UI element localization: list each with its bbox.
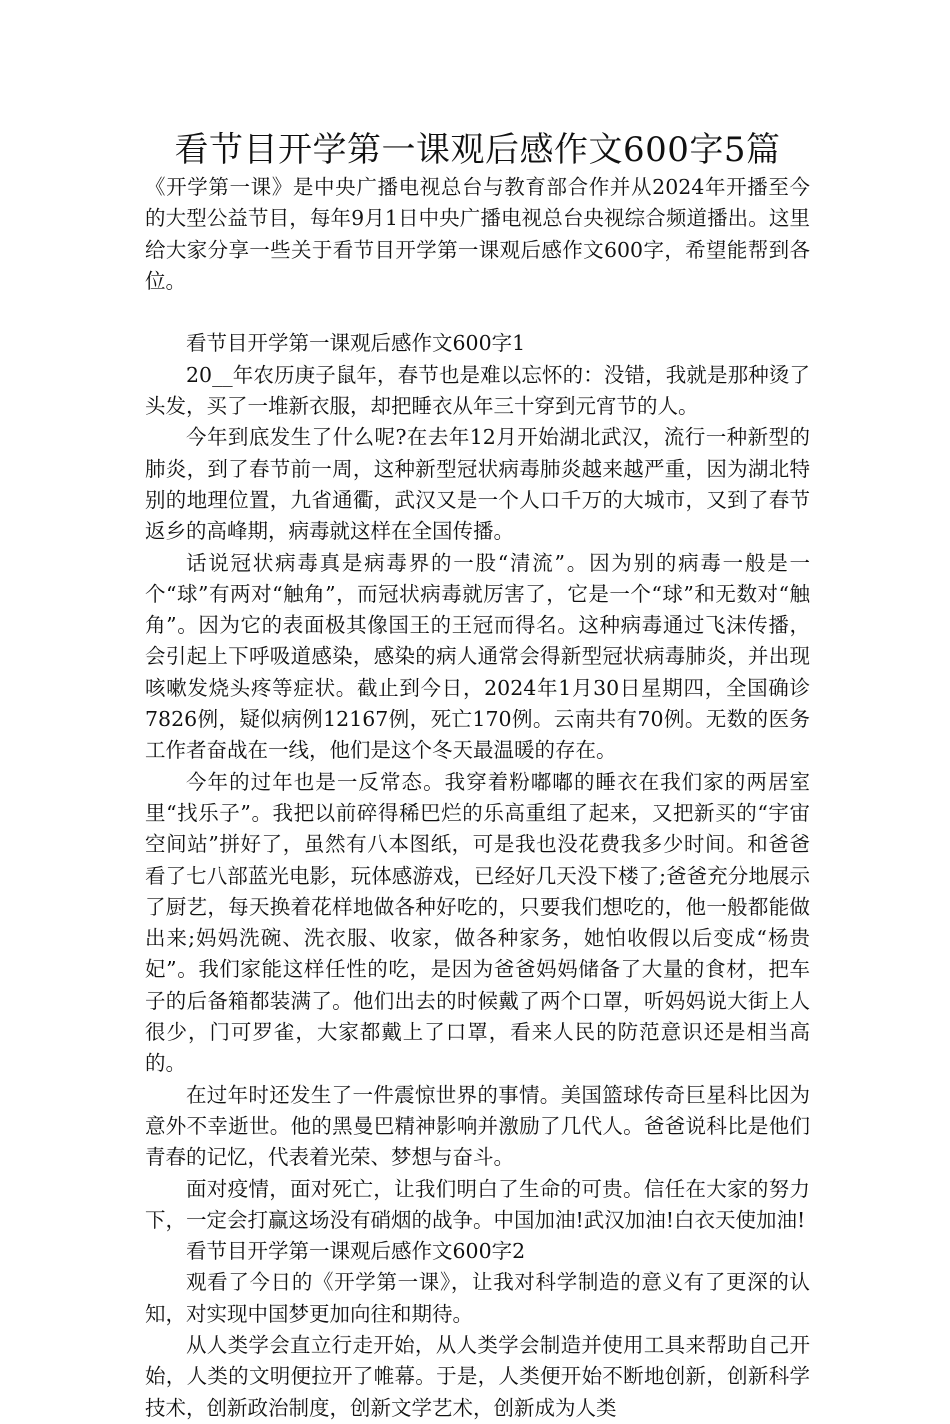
essay-2-paragraph: 观看了今日的《开学第一课》，让我对科学制造的意义有了更深的认知，对实现中国梦更加向往和期待。: [145, 1270, 810, 1326]
intro-paragraph: 《开学第一课》是中央广播电视总台与教育部合作并从2024年开播至今的大型公益节目，每年9月1日中央广播电视总台央视综合频道播出。这里给大家分享一些关于看节目开学第一课观后感作文600字，希望能帮到各位。: [145, 175, 810, 293]
essay-1-paragraph: 今年到底发生了什么呢?在去年12月开始湖北武汉，流行一种新型的肺炎，到了春节前一周，这种新型冠状病毒肺炎越来越严重，因为湖北特别的地理位置，九省通衢，武汉又是一个人口千万的大城市，又到了春节返乡的高峰期，病毒就这样在全国传播。: [145, 425, 810, 544]
blank-line: [145, 297, 810, 328]
document-title: 看节目开学第一课观后感作文600字5篇: [174, 130, 781, 170]
document-page: [145, 128, 810, 1424]
essay-1-paragraph: 面对疫情，面对死亡，让我们明白了生命的可贵。信任在大家的努力下，一定会打赢这场没有硝烟的战争。中国加油!武汉加油!白衣天使加油!: [145, 1176, 810, 1232]
essay-1-heading: 看节目开学第一课观后感作文600字1: [186, 331, 526, 356]
essay-1-paragraph: 20__年农历庚子鼠年，春节也是难以忘怀的：没错，我就是那种烫了头发，买了一堆新衣服，却把睡衣从年三十穿到元宵节的人。: [145, 362, 810, 419]
essay-1-paragraph: 在过年时还发生了一件震惊世界的事情。美国篮球传奇巨星科比因为意外不幸逝世。他的黑曼巴精神影响并激励了几代人。爸爸说科比是他们青春的记忆，代表着光荣、梦想与奋斗。: [145, 1082, 810, 1170]
essay-2-paragraph: 从人类学会直立行走开始，从人类学会制造并使用工具来帮助自己开始，人类的文明便拉开了帷幕。于是，人类便开始不断地创新，创新科学技术，创新政治制度，创新文学艺术，创新成为人类: [145, 1332, 810, 1420]
essay-2-heading: 看节目开学第一课观后感作文600字2: [186, 1239, 526, 1264]
essay-1-paragraph: 话说冠状病毒真是病毒界的一股“清流”。因为别的病毒一般是一个“球”有两对“触角”，而冠状病毒就厉害了，它是一个“球”和无数对“触角”。因为它的表面极其像国王的王冠而得名。这种病毒通过飞沫传播，会引起上下呼吸道感染，感染的病人通常会得新型冠状病毒肺炎，并出现咳嗽发烧头疼等症状。截止到今日，2024年1月30日星期四，全国确诊7826例，疑似病例12167例，死亡170例。云南共有70例。无数的医务工作者奋战在一线，他们是这个冬天最温暖的存在。: [145, 550, 810, 763]
essay-1-paragraph: 今年的过年也是一反常态。我穿着粉嘟嘟的睡衣在我们家的两居室里“找乐子”。我把以前碎得稀巴烂的乐高重组了起来，又把新买的“宇宙空间站”拼好了，虽然有八本图纸，可是我也没花费我多少时间。和爸爸看了七八部蓝光电影，玩体感游戏，已经好几天没下楼了;爸爸充分地展示了厨艺，每天换着花样地做各种好吃的，只要我们想吃的，他一般都能做出来;妈妈洗碗、洗衣服、收家，做各种家务，她怕收假以后变成“杨贵妃”。我们家能这样任性的吃，是因为爸爸妈妈储备了大量的食材，把车子的后备箱都装满了。他们出去的时候戴了两个口罩，听妈妈说大街上人很少，门可罗雀，大家都戴上了口罩，看来人民的防范意识还是相当高的。: [145, 769, 810, 1076]
